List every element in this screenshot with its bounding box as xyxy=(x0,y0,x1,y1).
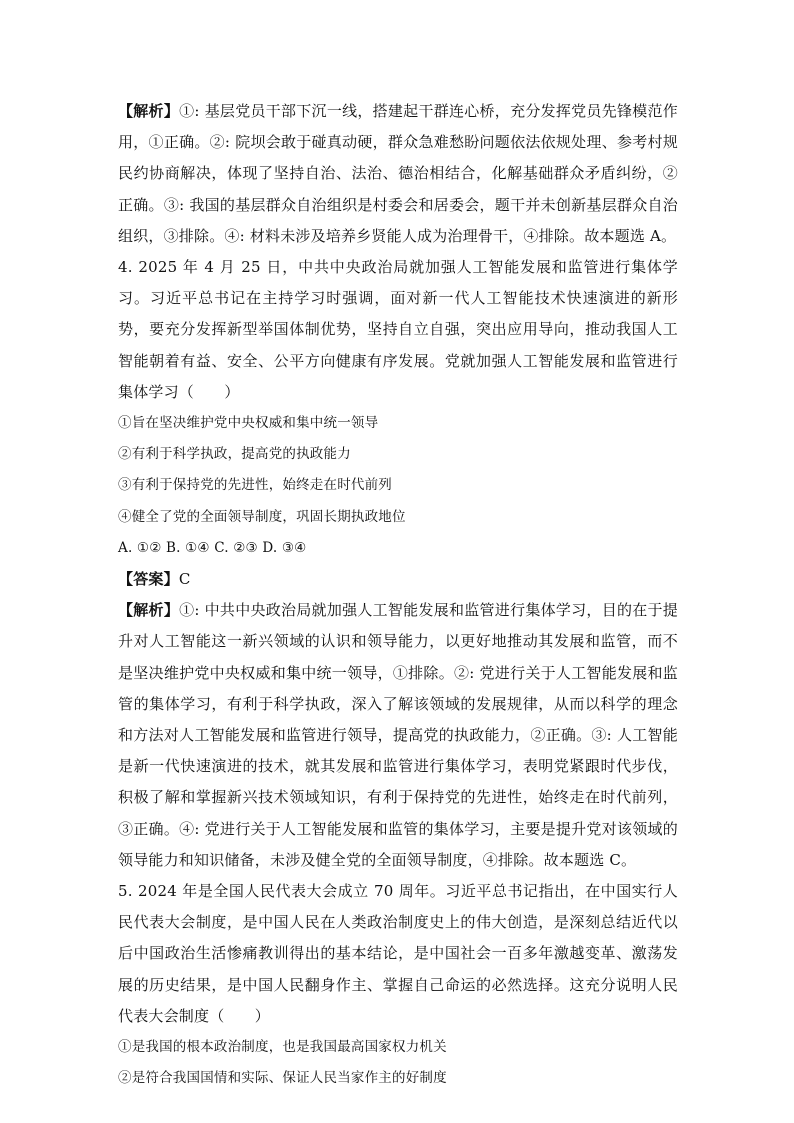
q4-analysis xyxy=(118,595,678,876)
q5-item-2: ②是符合我国国情和实际、保证人民当家作主的好制度 xyxy=(118,1070,447,1087)
q3-analysis xyxy=(118,96,678,252)
q4-answer xyxy=(118,564,678,595)
q4-item-4: ④健全了党的全面领导制度，巩固长期执政地位 xyxy=(118,508,406,525)
q4-choices: A. ①② B. ①④ C. ②③ D. ③④ xyxy=(118,539,307,556)
q4-item-1: ①旨在坚决维护党中央权威和集中统一领导 xyxy=(118,415,379,432)
q4-item-2: ②有利于科学执政，提高党的执政能力 xyxy=(118,446,351,463)
q5-item-1: ①是我国的根本政治制度，也是我国最高国家权力机关 xyxy=(118,1039,447,1056)
q5-stem: 5. 2024 年是全国人民代表大会成立 70 周年。习近平总书记指出，在中国实行人民代表大会制度，是中国人民在人类政治制度史上的伟大创造，是深刻总结近代以后中国政治生活惨痛教训得出的基本结论，是中国社会一百多年激越变革、激荡发展的历史结果，是中国人民翻身作主、掌握自己命运的必然选择。这充分说明人民代表大会制度（ ） xyxy=(118,882,678,1025)
analysis-label: 【解析】 xyxy=(118,601,180,620)
document-page xyxy=(118,96,678,1095)
q4-stem: 4. 2025 年 4 月 25 日，中共中央政治局就加强人工智能发展和监管进行集体学习。习近平总书记在主持学习时强调，面对新一代人工智能技术快速演进的新形势，要充分发挥新型举国体制优势，坚持自立自强，突出应用导向，推动我国人工智能朝着有益、安全、公平方向健康有序发展。党就加强人工智能发展和监管进行集体学习（ ） xyxy=(118,258,678,401)
analysis-text: ①: 基层党员干部下沉一线，搭建起干群连心桥，充分发挥党员先锋模范作用，①正确。②: 院坝会敢于碰真动硬，群众急难愁盼问题依法依规处理、参考村规民约协商解决，体现了坚持自治、法治、德治相结合，化解基础群众矛盾纠纷，②正确。③: 我国的基层群众自治组织是村委会和居委会，题干并未创新基层群众自治组织，③排除。④: 材料未涉及培养乡贤能人成为治理骨干，④排除。故本题选 A。 xyxy=(118,102,678,245)
analysis-text: ①: 中共中央政治局就加强人工智能发展和监管进行集体学习，目的在于提升对人工智能这一新兴领域的认识和领导能力，以更好地推动其发展和监管，而不是坚决维护党中央权威和集中统一领导，①排除。②: 党进行关于人工智能发展和监管的集体学习，有利于科学执政，深入了解该领域的发展规律，从而以科学的理念和方法对人工智能发展和监管进行领导，提高党的执政能力，②正确。③: 人工智能是新一代快速演进的技术，就其发展和监管进行集体学习，表明党紧跟时代步伐，积极了解和掌握新兴技术领域知识，有利于保持党的先进性，始终走在时代前列，③正确。④: 党进行关于人工智能发展和监管的集体学习，主要是提升党对该领域的领导能力和知识储备，未涉及健全党的全面领导制度，④排除。故本题选 C。 xyxy=(118,601,678,869)
answer-value: C xyxy=(178,570,191,589)
q4-item-3: ③有利于保持党的先进性，始终走在时代前列 xyxy=(118,477,392,494)
answer-label: 【答案】 xyxy=(118,570,179,589)
analysis-label: 【解析】 xyxy=(118,102,180,120)
